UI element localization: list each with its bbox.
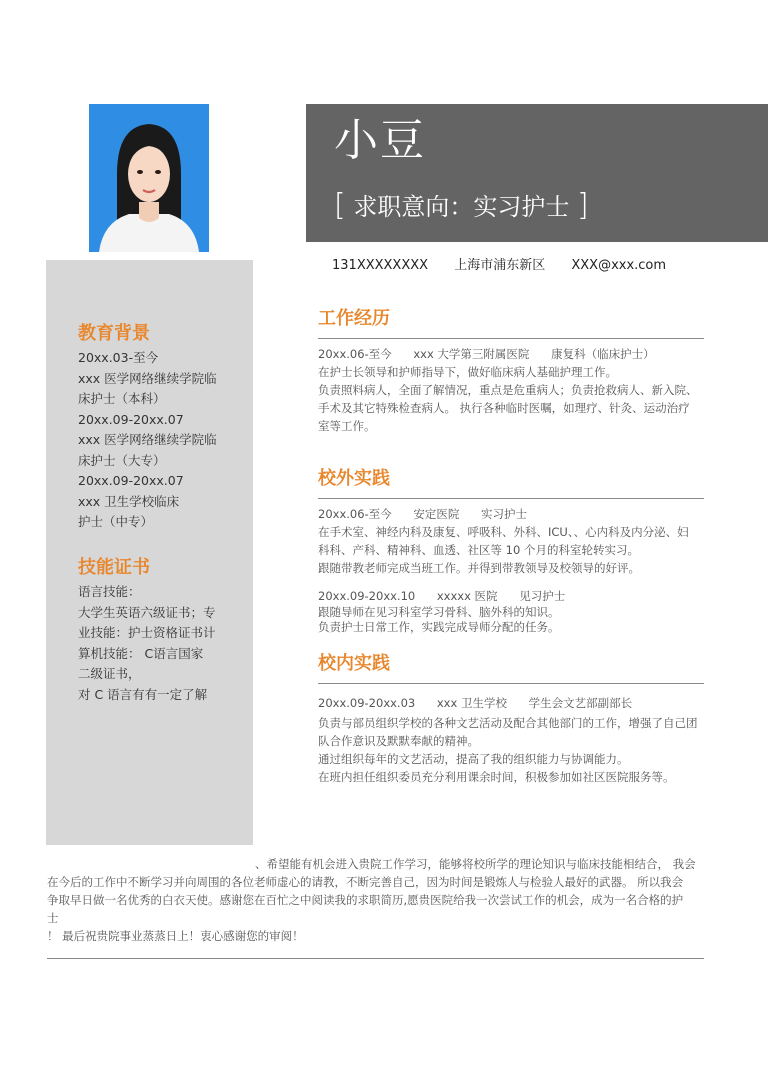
external-entry1-date: 20xx.06-至今 [318,507,392,521]
skills-section [78,556,248,705]
campus-entry-header [318,694,704,712]
skills-line: 语言技能： [78,584,141,599]
contact-phone: 131XXXXXXXX [332,258,429,273]
self-evaluation [47,855,707,945]
work-date: 20xx.06-至今 [318,347,392,361]
education-line: 床护士（大专） [78,452,166,468]
section-divider [318,338,704,339]
campus-line: 队合作意识及默默奉献的精神。 [318,734,479,748]
external-section [318,467,704,635]
education-line: 20xx.09-20xx.07 [78,411,184,427]
contact-line [332,256,688,276]
education-section [78,322,248,533]
section-divider [318,683,704,684]
skills-line: 大学生英语六级证书；专 [78,604,216,620]
education-line: 20xx.03-至今 [78,350,159,365]
external-entry2-role: 见习护士 [519,589,566,603]
intent-bracket-open: [ [334,188,346,223]
section-divider [318,498,704,499]
education-line: xxx 医学网络继续学院临 [78,370,217,386]
education-line: xxx 医学网络继续学院临 [78,432,217,447]
campus-title: 校内实践 [318,653,390,674]
education-line: 20xx.09-20xx.07 [78,473,184,488]
summary-line: 争取早日做一名优秀的白衣天使。感谢您在百忙之中阅读我的求职简历,愿贵医院给我一次尝试工作的机会，成为一名合格的护 [47,893,684,907]
external-entry2-header [318,587,704,605]
work-line: 室等工作。 [318,419,376,433]
campus-section [318,652,704,786]
candidate-name: 小豆 [334,115,426,166]
intent-text: 求职意向：实习护士 [353,193,570,221]
campus-role: 学生会文艺部副部长 [528,696,633,710]
skills-line: 二级证书， [78,666,141,681]
sidebar-panel [46,260,253,845]
summary-line: 在今后的工作中不断学习并向周围的各位老师虚心的请教，不断完善自己，因为时间是锻炼人与检验人最好的武器。 所以我会 [47,875,684,889]
skills-line: 对 C 语言有有一定了解 [78,686,208,702]
education-line: xxx 卫生学校临床 [78,493,180,509]
external-entry1-role: 实习护士 [481,507,527,521]
external-entry1-line: 在手术室、神经内科及康复、呼吸科、外科、ICU、、心内科及内分泌、妇 [318,525,689,539]
external-entry1-header [318,505,704,523]
contact-email: XXX@xxx.com [571,258,667,273]
campus-line: 通过组织每年的文艺活动，提高了我的组织能力与协调能力。 [318,752,629,766]
work-line: 负责照料病人，全面了解情况，重点是危重病人；负责抢救病人、新入院、 [318,383,698,397]
portrait-image [89,104,209,252]
external-entry2-line: 负责护士日常工作，实践完成导师分配的任务。 [318,620,560,634]
header-banner [306,104,768,242]
summary-line: 士 [47,911,59,925]
external-title: 校外实践 [318,468,390,489]
education-line: 床护士（本科） [78,391,166,406]
external-entry1-line: 跟随带教老师完成当班工作。并得到带教领导及校领导的好评。 [318,561,640,575]
work-line: 手术及其它特殊检查病人。 执行各种临时医嘱，如理疗、针灸、运动治疗 [318,401,690,415]
external-entry2-org: xxxxx 医院 [436,589,498,603]
profile-photo [89,104,209,252]
skills-line: 算机技能： C语言国家 [78,645,204,661]
work-section [318,307,704,435]
summary-line: 、希望能有机会进入贵院工作学习，能够将校所学的理论知识与临床技能相结合， 我会 [255,857,696,871]
campus-line: 负责与部员组织学校的各种文艺活动及配合其他部门的工作，增强了自己团 [318,716,698,730]
work-dept: 康复科（临床护士） [551,347,655,361]
skills-title: 技能证书 [78,557,150,578]
job-intent [334,188,589,225]
external-entry1-org: 安定医院 [413,507,460,521]
intent-bracket-close: ] [577,188,589,223]
external-entry2-date: 20xx.09-20xx.10 [318,589,416,603]
summary-line: ！ 最后祝贵院事业蒸蒸日上！衷心感谢您的审阅！ [47,929,304,943]
work-org: xxx 大学第三附属医院 [413,347,530,361]
work-title: 工作经历 [318,308,390,329]
contact-address: 上海市浦东新区 [454,258,546,273]
external-entry1-line: 科科、产科、精神科、血透、社区等 10 个月的科室轮转实习。 [318,543,639,557]
campus-line: 在班内担任组织委员充分利用课余时间，积极参加如社区医院服务等。 [318,770,675,784]
campus-org: xxx 卫生学校 [436,696,507,710]
external-entry2-line: 跟随导师在见习科室学习骨科、脑外科的知识。 [318,605,560,619]
work-line: 在护士长领导和护师指导下，做好临床病人基础护理工作。 [318,365,617,379]
campus-date: 20xx.09-20xx.03 [318,696,416,710]
bottom-divider [47,958,704,959]
education-line: 护士（中专） [78,514,154,529]
work-entry-header [318,345,704,363]
education-title: 教育背景 [78,323,150,344]
skills-line: 业技能：护士资格证书计 [78,625,216,640]
